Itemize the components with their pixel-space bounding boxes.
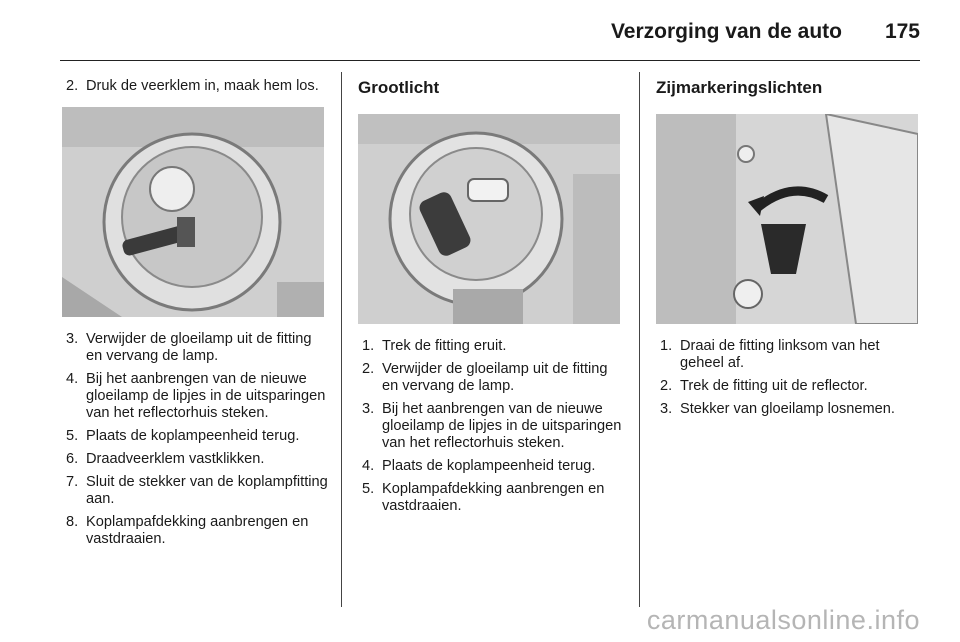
header-title: Verzorging van de auto [610, 20, 842, 43]
list-item: 2. Trek de fitting uit de reflector. [660, 378, 868, 394]
list-item: 1. Draai de fitting linksom van het geheel af. [660, 338, 880, 371]
list-item: 4. Plaats de koplampeenheid terug. [362, 458, 596, 474]
list-item: 4. Bij het aanbrengen van de nieuwe gloeilamp de lipjes in de uitsparingen van het reflectorhuis steken. [66, 371, 326, 421]
list-item: 1. Trek de fitting eruit. [362, 338, 507, 354]
list-item: 3. Verwijder de gloeilamp uit de fitting en vervang de lamp. [66, 331, 312, 364]
list-item: 5. Koplampafdekking aanbrengen en vastdraaien. [362, 481, 605, 514]
step-list [656, 338, 922, 418]
column-middle [358, 78, 624, 521]
header-rule [60, 60, 920, 61]
column-divider [639, 72, 640, 607]
column-right [656, 78, 922, 424]
list-item: 3. Stekker van gloeilamp losnemen. [660, 401, 895, 417]
headlamp-high-beam-figure [358, 114, 620, 324]
list-item: 8. Koplampafdekking aanbrengen en vastdraaien. [66, 514, 309, 547]
list-item: 5. Plaats de koplampeenheid terug. [66, 428, 300, 444]
step-list-intro [62, 78, 328, 95]
section-heading: Grootlicht [358, 78, 440, 97]
list-item: 6. Draadveerklem vastklikken. [66, 451, 265, 467]
headlamp-low-beam-figure [62, 107, 324, 317]
watermark: carmanualsonline.info [646, 605, 920, 635]
section-heading: Zijmarkeringslichten [656, 78, 823, 97]
list-item: 3. Bij het aanbrengen van de nieuwe gloeilamp de lipjes in de uitsparingen van het reflectorhuis steken. [362, 401, 622, 451]
step-list [62, 331, 328, 548]
column-left [62, 78, 328, 554]
side-marker-light-figure [656, 114, 918, 324]
column-divider [341, 72, 342, 607]
list-item: 7. Sluit de stekker van de koplampfitting aan. [66, 474, 328, 507]
list-item: 2. Druk de veerklem in, maak hem los. [66, 78, 319, 94]
page-number: 175 [884, 20, 920, 43]
list-item: 2. Verwijder de gloeilamp uit de fitting en vervang de lamp. [362, 361, 608, 394]
page-header [60, 18, 920, 48]
step-list [358, 338, 624, 515]
